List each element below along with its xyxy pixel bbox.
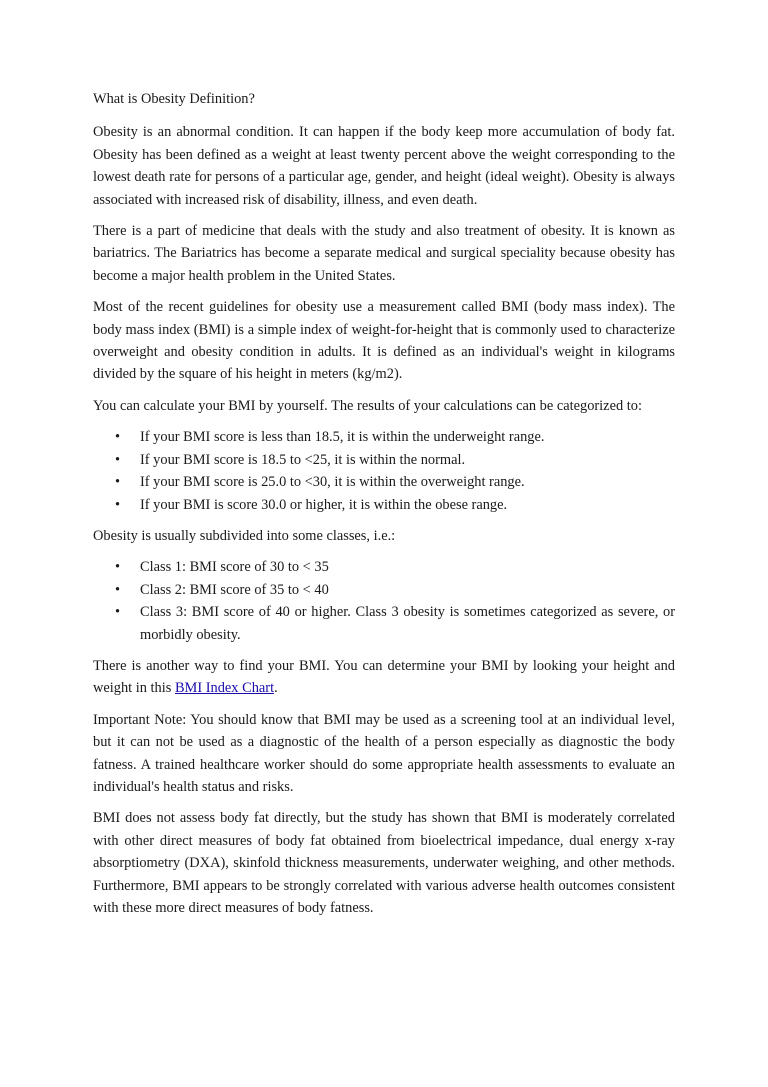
paragraph-bariatrics: There is a part of medicine that deals with the study and also treatment of obesity. It is known as bariatrics. The Bariatrics has become a separate medical and surgical speciality because obesity has become a major health problem in the United States. <box>93 223 675 284</box>
paragraph-bmi-correlation: BMI does not assess body fat directly, but the study has shown that BMI is moderately correlated with other direct measures of body fat obtained from bioelectrical impedance, dual energy x-ray absorptiometry (DXA), skinfold thickness measurements, underwater weighing, and other methods. Furthermore, BMI appears to be strongly correlated with various adverse health outcomes consistent with these more direct measures of body fatness. <box>93 810 675 916</box>
list-item-text: Class 2: BMI score of 35 to < 40 <box>140 581 329 598</box>
paragraph-calculate: You can calculate your BMI by yourself. The results of your calculations can be categorized to: <box>93 397 642 414</box>
bullet-icon: • <box>115 559 121 576</box>
list-item <box>93 579 675 601</box>
bullet-icon: • <box>115 496 121 513</box>
list-item <box>93 494 675 516</box>
paragraph-definition: Obesity is an abnormal condition. It can happen if the body keep more accumulation of body fat. Obesity has been defined as a weight at least twenty percent above the weight corresponding to the lowest death rate for persons of a particular age, gender, and height (ideal weight). Obesity is always associated with increased risk of disability, illness, and even death. <box>93 124 675 208</box>
bullet-icon: • <box>115 429 121 446</box>
list-item-text: Class 3: BMI score of 40 or higher. Class 3 obesity is sometimes categorized as severe, or morbidly obesity. <box>140 604 675 643</box>
list-item <box>93 556 675 578</box>
document-page <box>93 88 675 928</box>
list-item <box>93 601 675 646</box>
paragraph-bmi-chart <box>93 655 675 700</box>
list-item <box>93 426 675 448</box>
obesity-class-list <box>93 556 675 646</box>
paragraph-classes: Obesity is usually subdivided into some classes, i.e.: <box>93 527 396 544</box>
bullet-icon: • <box>115 581 121 598</box>
list-item-text: If your BMI score is less than 18.5, it is within the underweight range. <box>140 429 545 446</box>
bullet-icon: • <box>115 474 121 491</box>
document-title: What is Obesity Definition? <box>93 91 255 107</box>
text: There is another way to find your BMI. You can determine your BMI by looking your height and weight in this <box>93 657 675 697</box>
bmi-category-list <box>93 426 675 516</box>
list-item <box>93 471 675 493</box>
list-item-text: If your BMI score is 25.0 to <30, it is within the overweight range. <box>140 474 525 491</box>
paragraph-important-note: Important Note: You should know that BMI may be used as a screening tool at an individual level, but it can not be used as a diagnostic of the health of a person especially as diagnostic the body fatness. A trained healthcare worker should do some appropriate health assessments to evaluate an individual's health status and risks. <box>93 711 675 795</box>
paragraph-bmi-intro: Most of the recent guidelines for obesity use a measurement called BMI (body mass index). The body mass index (BMI) is a simple index of weight-for-height that is commonly used to characterize overweight and obesity condition in adults. It is defined as an individual's weight in kilograms divided by the square of his height in meters (kg/m2). <box>93 299 675 383</box>
bullet-icon: • <box>115 604 121 621</box>
text: . <box>274 680 278 697</box>
list-item-text: If your BMI is score 30.0 or higher, it is within the obese range. <box>140 496 508 513</box>
bmi-index-chart-link[interactable]: BMI Index Chart <box>174 680 275 697</box>
list-item-text: If your BMI score is 18.5 to <25, it is within the normal. <box>140 451 466 468</box>
list-item-text: Class 1: BMI score of 30 to < 35 <box>140 559 329 576</box>
bullet-icon: • <box>115 451 121 468</box>
list-item <box>93 449 675 471</box>
